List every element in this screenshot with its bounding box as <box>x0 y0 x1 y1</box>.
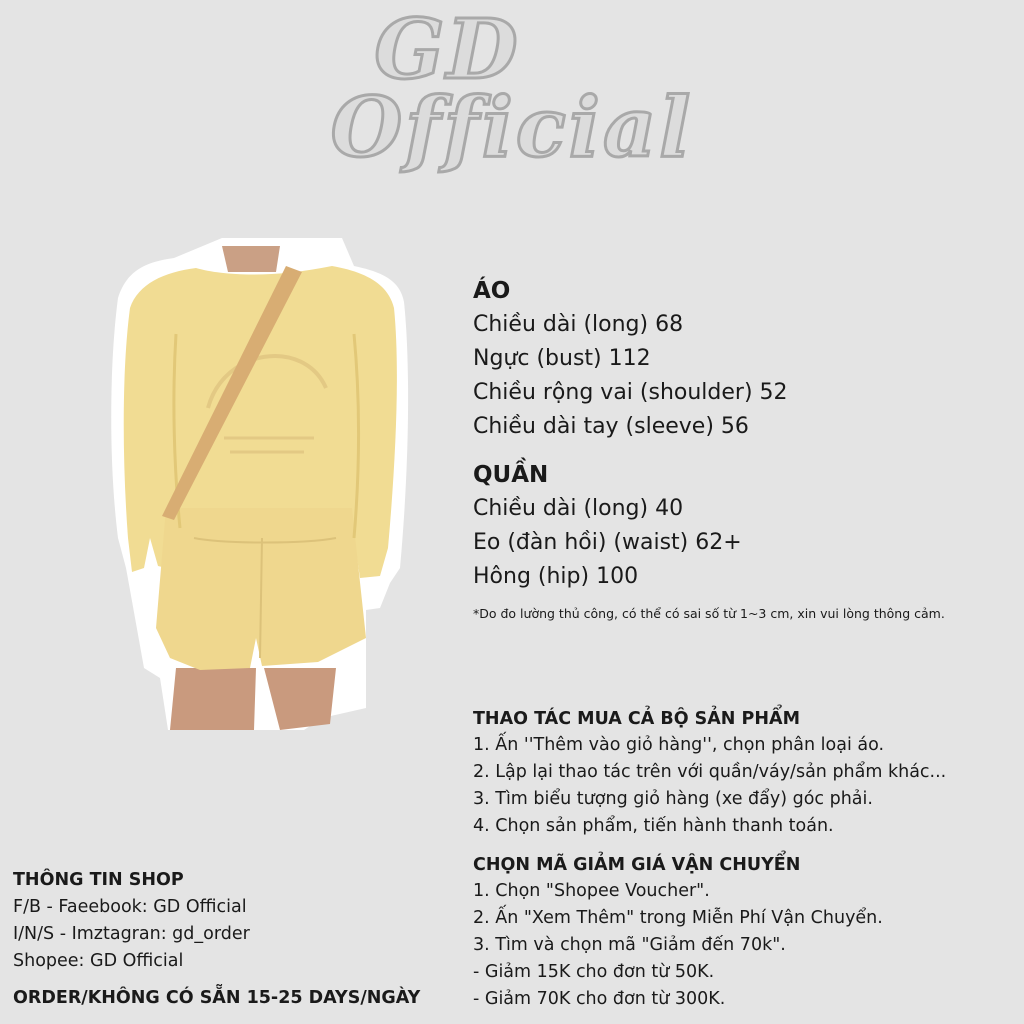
order-notice: ORDER/KHÔNG CÓ SẴN 15-25 DAYS/NGÀY <box>13 988 421 1008</box>
top-length: Chiều dài (long) 68 <box>473 312 684 337</box>
logo-line-1: GD <box>374 2 520 98</box>
size-chart <box>473 274 1013 594</box>
top-bust: Ngực (bust) 112 <box>473 346 651 371</box>
top-shoulder: Chiều rộng vai (shoulder) 52 <box>473 380 788 405</box>
product-photo <box>104 238 414 730</box>
purchase-guide-title: THAO TÁC MUA CẢ BỘ SẢN PHẨM <box>473 709 800 729</box>
pants-waist: Eo (đàn hồi) (waist) 62+ <box>473 530 742 555</box>
shop-info-title: THÔNG TIN SHOP <box>13 870 184 890</box>
purchase-guide <box>473 706 1018 1013</box>
purchase-step: 1. Ấn ''Thêm vào giỏ hàng'', chọn phân loại áo. <box>473 735 885 755</box>
top-heading: ÁO <box>473 278 511 304</box>
voucher-step: 3. Tìm và chọn mã "Giảm đến 70k". <box>473 935 786 955</box>
shop-info <box>13 867 453 1012</box>
voucher-step: - Giảm 15K cho đơn từ 50K. <box>473 962 715 982</box>
voucher-step: 2. Ấn "Xem Thêm" trong Miễn Phí Vận Chuyển. <box>473 908 883 928</box>
voucher-guide-title: CHỌN MÃ GIẢM GIÁ VẬN CHUYỂN <box>473 855 801 875</box>
shop-facebook: F/B - Faeebook: GD Official <box>13 897 247 917</box>
pants-length: Chiều dài (long) 40 <box>473 496 684 521</box>
legs <box>170 668 336 730</box>
voucher-step: 1. Chọn "Shopee Voucher". <box>473 881 710 901</box>
shop-instagram: I/N/S - Imztagran: gd_order <box>13 924 250 944</box>
measurement-note: *Do đo lường thủ công, có thể có sai số từ 1~3 cm, xin vui lòng thông cảm. <box>473 606 945 621</box>
pants-heading: QUẦN <box>473 462 549 488</box>
logo-line-2: Official <box>330 79 694 176</box>
voucher-step: - Giảm 70K cho đơn từ 300K. <box>473 989 726 1009</box>
purchase-step: 3. Tìm biểu tượng giỏ hàng (xe đẩy) góc phải. <box>473 789 873 809</box>
purchase-step: 4. Chọn sản phẩm, tiến hành thanh toán. <box>473 816 834 836</box>
shop-shopee: Shopee: GD Official <box>13 951 184 971</box>
top-sleeve: Chiều dài tay (sleeve) 56 <box>473 414 749 439</box>
pants-hip: Hông (hip) 100 <box>473 564 639 589</box>
neck <box>222 246 280 272</box>
purchase-step: 2. Lập lại thao tác trên với quần/váy/sản phẩm khác... <box>473 762 947 782</box>
brand-logo <box>0 2 1024 176</box>
